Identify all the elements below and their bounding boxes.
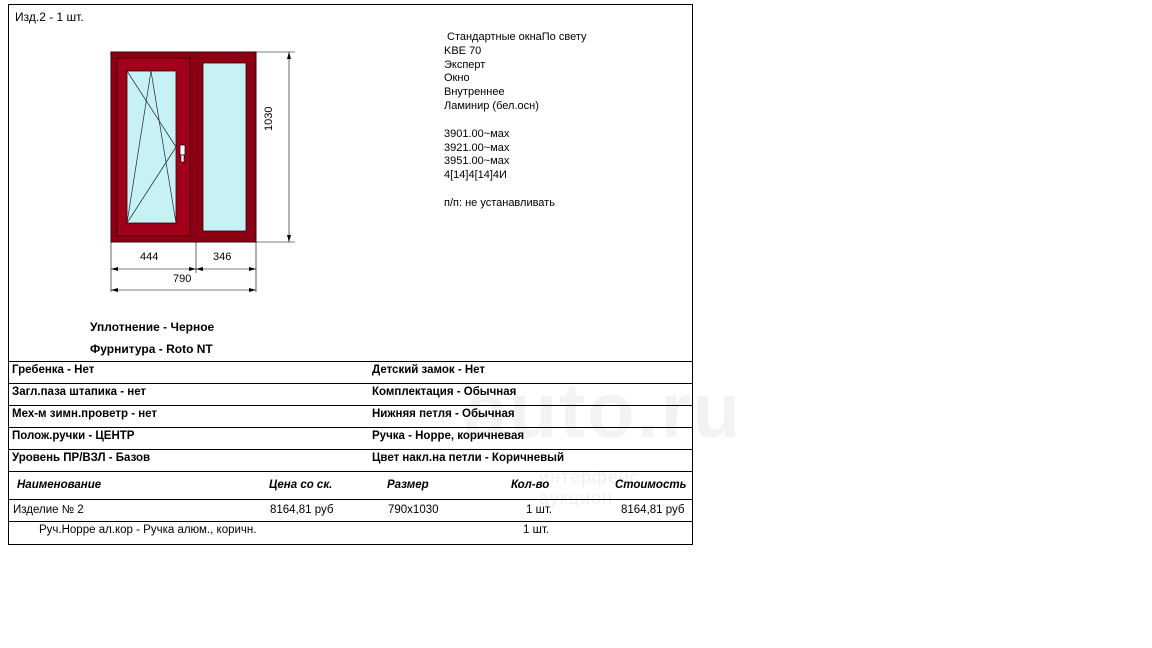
spec-note: п/п: не устанавливать [444,196,555,209]
spec-title: Стандартные окнаПо свету [447,31,587,43]
spec-line: Внутреннее [444,86,505,99]
glass-line: 3951.00~мах [444,155,510,168]
watermark-subtitle: интерфейс аукцион [539,467,640,508]
row-qty: 1 шт. [526,504,553,516]
glass-line: 3901.00~мах [444,127,510,140]
col-header-price: Цена со ск. [269,479,333,491]
row-price: 8164,81 руб [270,504,334,516]
right-glass [203,63,246,231]
glass-line: 3921.00~мах [444,141,510,154]
item-header: Изд.2 - 1 шт. [15,10,84,24]
left-width-dimension: 444 [140,251,159,263]
accessory-qty: 1 шт. [523,524,550,536]
row-total: 8164,81 руб [621,504,685,516]
row-name: Изделие № 2 [13,504,84,516]
option-right: Ручка - Норре, коричневая [372,430,525,442]
option-right: Детский замок - Нет [372,364,486,376]
handle-icon [180,145,185,155]
height-dimension: 1030 [263,106,275,131]
col-header-name: Наименование [17,479,102,491]
right-width-dimension: 346 [213,251,232,263]
option-left: Мех-м зимн.проветр - нет [12,408,158,420]
col-header-qty: Кол-во [511,479,550,491]
window-drawing [99,45,299,295]
option-left: Загл.паза штапика - нет [12,386,147,398]
option-left: Гребенка - Нет [12,364,95,376]
glass-line: 4[14]4[14]4И [444,169,507,182]
option-right: Нижняя петля - Обычная [372,408,515,420]
option-right: Комплектация - Обычная [372,386,517,398]
col-header-total: Стоимость [615,479,687,491]
row-size: 790x1030 [388,504,439,516]
spec-line: Эксперт [444,58,486,71]
col-header-size: Размер [387,479,429,491]
spec-line: KBE 70 [444,44,482,57]
total-width-dimension: 790 [173,273,192,285]
accessory-name: Руч.Норре ал.кор - Ручка алюм., коричн. [39,524,257,536]
hardware-label: Фурнитура - Roto NT [90,342,213,356]
option-left: Уровень ПР/ВЗЛ - Базов [12,452,151,464]
left-glass [127,71,176,223]
option-left: Полож.ручки - ЦЕНТР [12,430,135,442]
seal-label: Уплотнение - Черное [90,320,215,334]
spec-block [444,31,587,211]
option-right: Цвет накл.на петли - Коричневый [372,452,565,464]
spec-line: Окно [444,72,470,85]
order-sheet [8,4,693,545]
spec-line: Ламинир (бел.осн) [444,99,539,112]
